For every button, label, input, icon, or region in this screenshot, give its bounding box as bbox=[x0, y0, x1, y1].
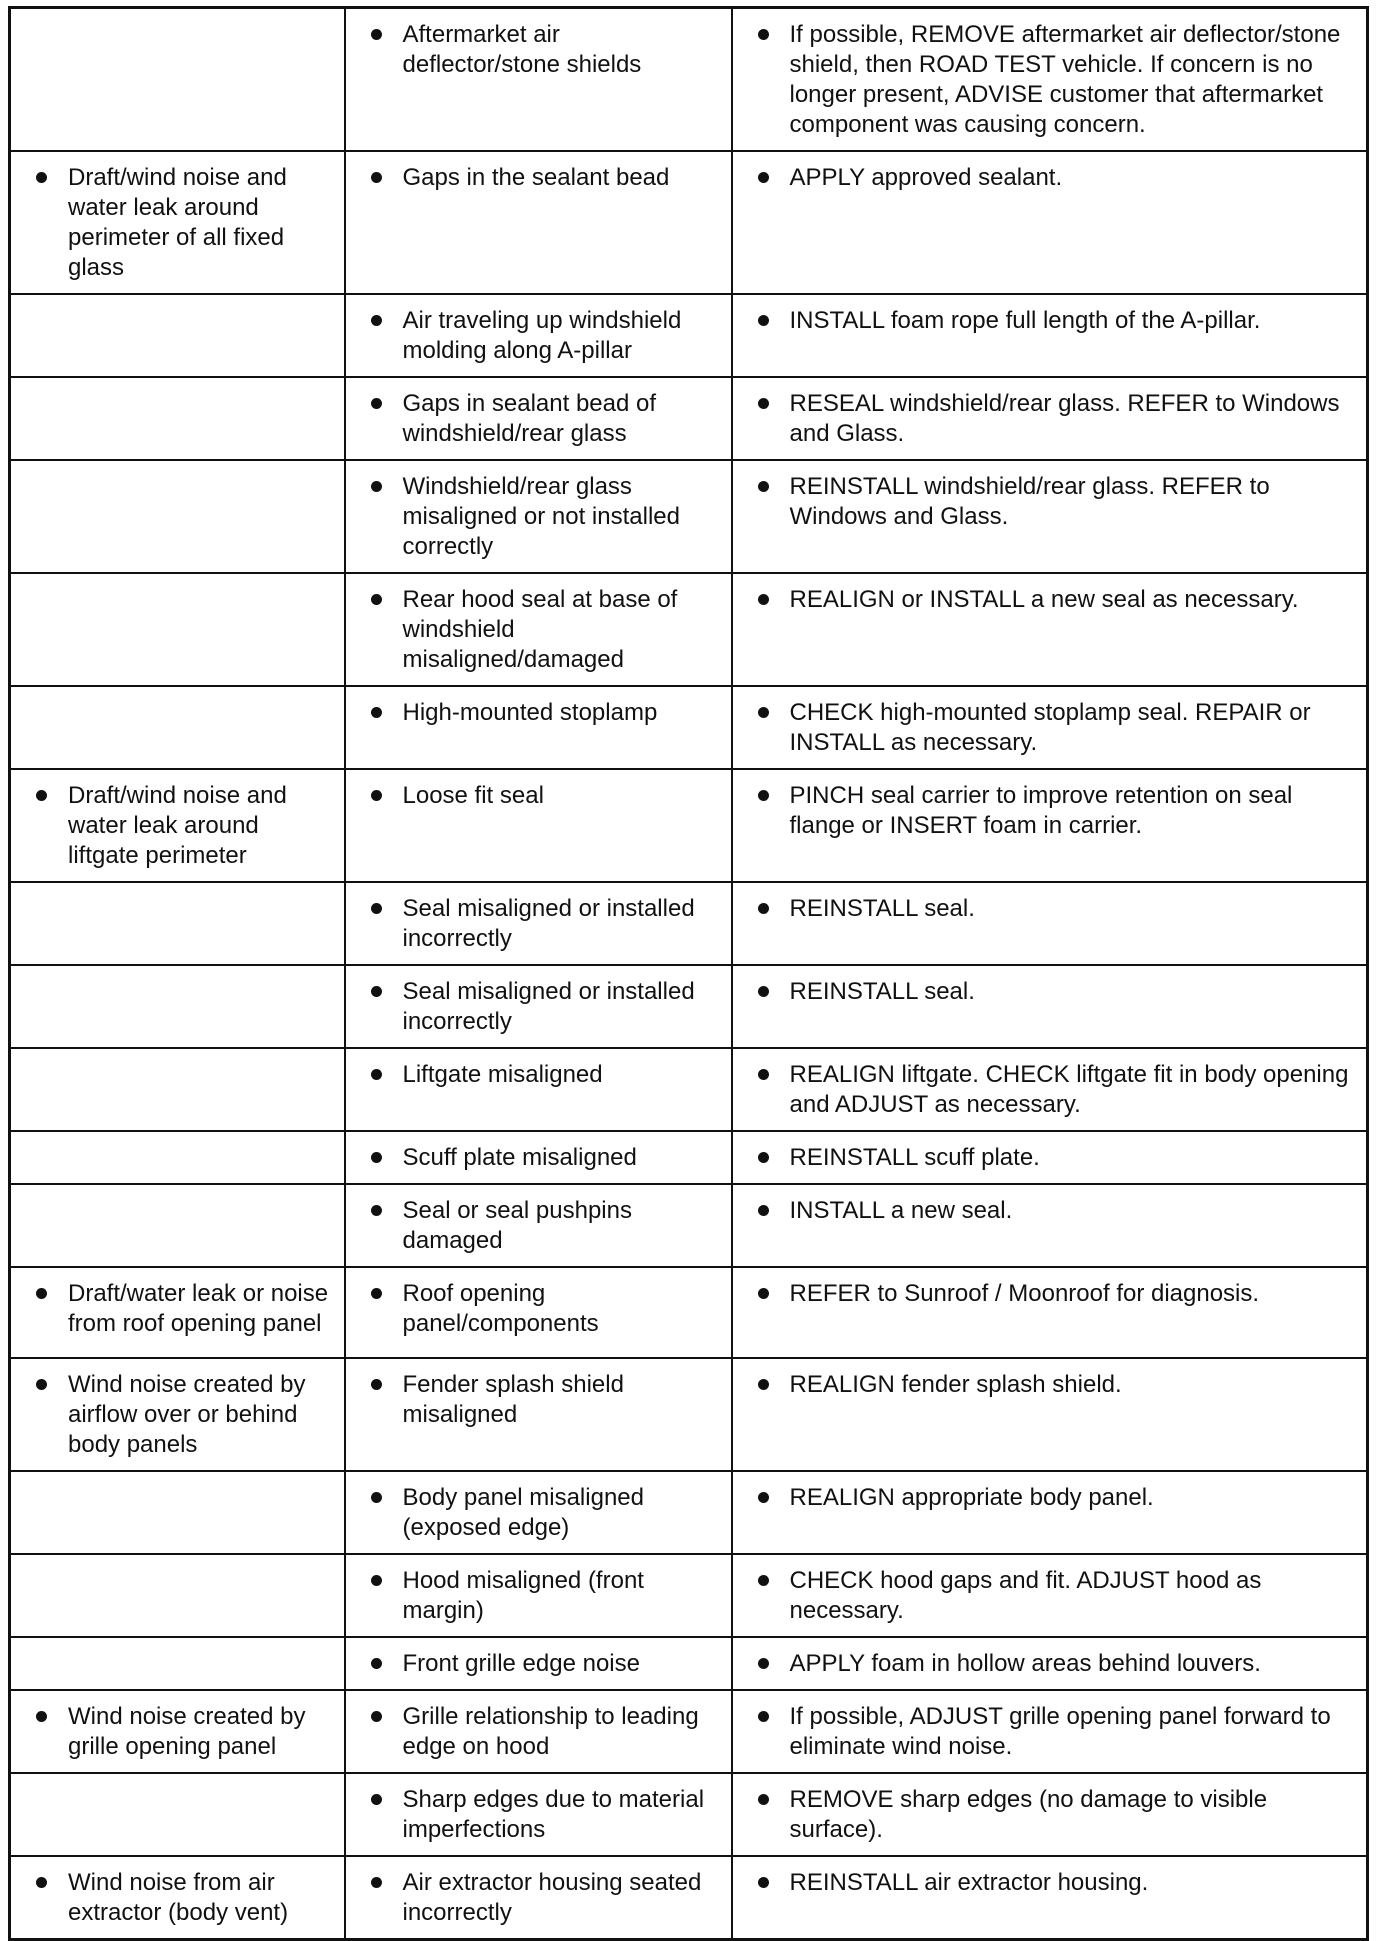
action-cell bbox=[732, 965, 1368, 1048]
bullet-icon bbox=[758, 1205, 769, 1216]
bullet-item bbox=[758, 1143, 1357, 1173]
bullet-icon bbox=[371, 172, 382, 183]
bullet-icon bbox=[371, 594, 382, 605]
action-text: APPLY foam in hollow areas behind louvers. bbox=[789, 1650, 1261, 1677]
bullet-item bbox=[371, 977, 721, 1037]
condition-cell bbox=[10, 882, 345, 965]
action-text: REINSTALL seal. bbox=[789, 978, 975, 1005]
action-cell bbox=[732, 769, 1368, 882]
table-row bbox=[10, 294, 1368, 377]
action-cell bbox=[732, 1637, 1368, 1690]
bullet-icon bbox=[371, 1492, 382, 1503]
bullet-item bbox=[758, 1370, 1357, 1400]
source-cell bbox=[345, 294, 732, 377]
diagnostic-table bbox=[8, 6, 1369, 1941]
table-row bbox=[10, 965, 1368, 1048]
condition-text: Wind noise created by grille opening panel bbox=[68, 1703, 306, 1760]
bullet-item bbox=[758, 1483, 1357, 1513]
bullet-icon bbox=[758, 1288, 769, 1299]
action-cell bbox=[732, 1184, 1368, 1267]
bullet-item bbox=[371, 894, 721, 954]
bullet-icon bbox=[758, 1152, 769, 1163]
source-text: Seal misaligned or installed incorrectly bbox=[402, 978, 695, 1035]
table-row bbox=[10, 1773, 1368, 1856]
table-row bbox=[10, 1471, 1368, 1554]
bullet-icon bbox=[371, 1711, 382, 1722]
bullet-icon bbox=[371, 986, 382, 997]
bullet-icon bbox=[36, 172, 47, 183]
action-cell bbox=[732, 151, 1368, 294]
table-row bbox=[10, 460, 1368, 573]
source-text: Roof opening panel/components bbox=[402, 1280, 599, 1337]
source-cell bbox=[345, 686, 732, 769]
bullet-icon bbox=[36, 1877, 47, 1888]
action-text: REINSTALL scuff plate. bbox=[789, 1144, 1040, 1171]
source-cell bbox=[345, 882, 732, 965]
condition-cell bbox=[10, 1184, 345, 1267]
bullet-icon bbox=[758, 172, 769, 183]
bullet-icon bbox=[371, 790, 382, 801]
bullet-item bbox=[36, 1868, 334, 1928]
action-cell bbox=[732, 294, 1368, 377]
condition-text: Draft/wind noise and water leak around perimeter of all fixed glass bbox=[68, 164, 287, 281]
table-row bbox=[10, 1358, 1368, 1471]
source-cell bbox=[345, 1637, 732, 1690]
condition-cell bbox=[10, 1131, 345, 1184]
bullet-icon bbox=[36, 1288, 47, 1299]
bullet-item bbox=[758, 1060, 1357, 1120]
source-cell bbox=[345, 460, 732, 573]
bullet-icon bbox=[371, 1658, 382, 1669]
bullet-item bbox=[371, 1196, 721, 1256]
bullet-item bbox=[758, 306, 1357, 336]
bullet-item bbox=[371, 472, 721, 562]
bullet-item bbox=[758, 977, 1357, 1007]
source-cell bbox=[345, 1773, 732, 1856]
source-text: Seal misaligned or installed incorrectly bbox=[402, 895, 695, 952]
bullet-item bbox=[36, 163, 334, 283]
bullet-icon bbox=[758, 1069, 769, 1080]
diagnostic-table-body bbox=[10, 8, 1368, 1940]
bullet-item bbox=[758, 1566, 1357, 1626]
bullet-item bbox=[758, 894, 1357, 924]
source-cell bbox=[345, 1554, 732, 1637]
source-text: Air traveling up windshield molding along A-pillar bbox=[402, 307, 682, 364]
source-text: Gaps in the sealant bead bbox=[402, 164, 670, 191]
action-text: INSTALL foam rope full length of the A-pillar. bbox=[789, 307, 1261, 334]
source-text: Aftermarket air deflector/stone shields bbox=[402, 21, 642, 78]
condition-text: Wind noise from air extractor (body vent) bbox=[68, 1869, 289, 1926]
bullet-icon bbox=[371, 481, 382, 492]
bullet-icon bbox=[758, 903, 769, 914]
source-text: Scuff plate misaligned bbox=[402, 1144, 637, 1171]
bullet-item bbox=[758, 585, 1357, 615]
condition-text: Wind noise created by airflow over or behind body panels bbox=[68, 1371, 306, 1458]
bullet-icon bbox=[758, 1575, 769, 1586]
bullet-item bbox=[758, 698, 1357, 758]
condition-cell bbox=[10, 294, 345, 377]
action-text: If possible, REMOVE aftermarket air deflector/stone shield, then ROAD TEST vehicle. If concern is no longer present, ADVISE customer that aftermarket component was causing concern. bbox=[789, 21, 1341, 138]
bullet-item bbox=[371, 1279, 721, 1339]
action-cell bbox=[732, 1048, 1368, 1131]
action-cell bbox=[732, 460, 1368, 573]
action-cell bbox=[732, 882, 1368, 965]
action-cell bbox=[732, 1471, 1368, 1554]
table-row bbox=[10, 882, 1368, 965]
table-row bbox=[10, 1184, 1368, 1267]
bullet-icon bbox=[758, 1379, 769, 1390]
condition-cell bbox=[10, 8, 345, 152]
action-cell bbox=[732, 1856, 1368, 1940]
source-cell bbox=[345, 1131, 732, 1184]
bullet-item bbox=[758, 1279, 1357, 1309]
bullet-item bbox=[371, 389, 721, 449]
source-cell bbox=[345, 573, 732, 686]
bullet-icon bbox=[371, 1877, 382, 1888]
condition-cell bbox=[10, 1637, 345, 1690]
action-text: REFER to Sunroof / Moonroof for diagnosis. bbox=[789, 1280, 1260, 1307]
action-cell bbox=[732, 1267, 1368, 1358]
source-text: Gaps in sealant bead of windshield/rear glass bbox=[402, 390, 657, 447]
table-row bbox=[10, 686, 1368, 769]
condition-cell bbox=[10, 1773, 345, 1856]
source-text: Fender splash shield misaligned bbox=[402, 1371, 624, 1428]
table-row bbox=[10, 769, 1368, 882]
bullet-item bbox=[371, 1060, 721, 1090]
bullet-item bbox=[371, 1483, 721, 1543]
bullet-icon bbox=[371, 1288, 382, 1299]
condition-cell bbox=[10, 377, 345, 460]
bullet-item bbox=[371, 163, 721, 193]
condition-cell bbox=[10, 1267, 345, 1358]
bullet-icon bbox=[758, 707, 769, 718]
bullet-icon bbox=[758, 29, 769, 40]
condition-cell bbox=[10, 1690, 345, 1773]
bullet-item bbox=[371, 1785, 721, 1845]
bullet-item bbox=[371, 306, 721, 366]
source-text: Sharp edges due to material imperfections bbox=[402, 1786, 705, 1843]
bullet-item bbox=[36, 1702, 334, 1762]
bullet-item bbox=[371, 1702, 721, 1762]
source-cell bbox=[345, 8, 732, 152]
source-cell bbox=[345, 151, 732, 294]
action-cell bbox=[732, 1690, 1368, 1773]
source-cell bbox=[345, 1184, 732, 1267]
action-text: REINSTALL windshield/rear glass. REFER to Windows and Glass. bbox=[789, 473, 1270, 530]
bullet-item bbox=[758, 20, 1357, 140]
source-cell bbox=[345, 1267, 732, 1358]
bullet-item bbox=[371, 1143, 721, 1173]
bullet-icon bbox=[36, 1711, 47, 1722]
condition-cell bbox=[10, 151, 345, 294]
source-text: Hood misaligned (front margin) bbox=[402, 1567, 644, 1624]
condition-cell bbox=[10, 1358, 345, 1471]
bullet-icon bbox=[371, 903, 382, 914]
bullet-icon bbox=[758, 1794, 769, 1805]
bullet-item bbox=[371, 698, 721, 728]
bullet-item bbox=[758, 1649, 1357, 1679]
table-row bbox=[10, 1131, 1368, 1184]
bullet-icon bbox=[371, 398, 382, 409]
source-cell bbox=[345, 1690, 732, 1773]
condition-cell bbox=[10, 769, 345, 882]
bullet-item bbox=[371, 585, 721, 675]
source-text: Body panel misaligned (exposed edge) bbox=[402, 1484, 644, 1541]
bullet-icon bbox=[371, 1069, 382, 1080]
bullet-icon bbox=[371, 707, 382, 718]
bullet-item bbox=[371, 1370, 721, 1430]
bullet-icon bbox=[758, 790, 769, 801]
source-cell bbox=[345, 1471, 732, 1554]
action-cell bbox=[732, 573, 1368, 686]
source-cell bbox=[345, 377, 732, 460]
source-cell bbox=[345, 965, 732, 1048]
bullet-item bbox=[758, 1196, 1357, 1226]
bullet-icon bbox=[758, 594, 769, 605]
condition-cell bbox=[10, 1554, 345, 1637]
bullet-icon bbox=[371, 29, 382, 40]
table-row bbox=[10, 1267, 1368, 1358]
source-text: Air extractor housing seated incorrectly bbox=[402, 1869, 702, 1926]
source-cell bbox=[345, 1358, 732, 1471]
action-text: CHECK hood gaps and fit. ADJUST hood as necessary. bbox=[789, 1567, 1262, 1624]
action-cell bbox=[732, 8, 1368, 152]
bullet-icon bbox=[758, 986, 769, 997]
bullet-item bbox=[758, 1785, 1357, 1845]
condition-text: Draft/wind noise and water leak around liftgate perimeter bbox=[68, 782, 287, 869]
bullet-item bbox=[36, 781, 334, 871]
source-text: Seal or seal pushpins damaged bbox=[402, 1197, 632, 1254]
condition-cell bbox=[10, 1048, 345, 1131]
bullet-item bbox=[758, 1702, 1357, 1762]
bullet-icon bbox=[371, 1379, 382, 1390]
condition-text: Draft/water leak or noise from roof opening panel bbox=[68, 1280, 329, 1337]
bullet-icon bbox=[36, 790, 47, 801]
bullet-icon bbox=[758, 1658, 769, 1669]
action-text: RESEAL windshield/rear glass. REFER to Windows and Glass. bbox=[789, 390, 1340, 447]
bullet-icon bbox=[371, 1152, 382, 1163]
bullet-item bbox=[371, 781, 721, 811]
action-text: REALIGN liftgate. CHECK liftgate fit in body opening and ADJUST as necessary. bbox=[789, 1061, 1349, 1118]
source-cell bbox=[345, 1856, 732, 1940]
table-row bbox=[10, 1637, 1368, 1690]
action-text: If possible, ADJUST grille opening panel forward to eliminate wind noise. bbox=[789, 1703, 1331, 1760]
action-text: REMOVE sharp edges (no damage to visible surface). bbox=[789, 1786, 1268, 1843]
bullet-icon bbox=[758, 1492, 769, 1503]
bullet-item bbox=[371, 1868, 721, 1928]
bullet-item bbox=[36, 1370, 334, 1460]
bullet-item bbox=[371, 1649, 721, 1679]
bullet-item bbox=[371, 1566, 721, 1626]
condition-cell bbox=[10, 965, 345, 1048]
bullet-icon bbox=[371, 1575, 382, 1586]
bullet-icon bbox=[371, 315, 382, 326]
table-row bbox=[10, 8, 1368, 152]
source-text: Rear hood seal at base of windshield misaligned/damaged bbox=[402, 586, 678, 673]
condition-cell bbox=[10, 1856, 345, 1940]
bullet-item bbox=[758, 781, 1357, 841]
action-text: REINSTALL air extractor housing. bbox=[789, 1869, 1149, 1896]
bullet-icon bbox=[758, 398, 769, 409]
action-text: CHECK high-mounted stoplamp seal. REPAIR or INSTALL as necessary. bbox=[789, 699, 1311, 756]
action-text: INSTALL a new seal. bbox=[789, 1197, 1013, 1224]
action-cell bbox=[732, 686, 1368, 769]
bullet-item bbox=[758, 389, 1357, 449]
table-row bbox=[10, 1048, 1368, 1131]
bullet-icon bbox=[758, 1711, 769, 1722]
bullet-icon bbox=[371, 1794, 382, 1805]
action-text: REALIGN appropriate body panel. bbox=[789, 1484, 1154, 1511]
bullet-icon bbox=[758, 315, 769, 326]
table-row bbox=[10, 377, 1368, 460]
source-text: Grille relationship to leading edge on hood bbox=[402, 1703, 699, 1760]
condition-cell bbox=[10, 573, 345, 686]
source-text: High-mounted stoplamp bbox=[402, 699, 658, 726]
bullet-item bbox=[36, 1279, 334, 1339]
table-row bbox=[10, 151, 1368, 294]
source-cell bbox=[345, 1048, 732, 1131]
bullet-item bbox=[758, 1868, 1357, 1898]
table-row bbox=[10, 1554, 1368, 1637]
action-text: REALIGN or INSTALL a new seal as necessary. bbox=[789, 586, 1299, 613]
action-cell bbox=[732, 377, 1368, 460]
table-row bbox=[10, 1856, 1368, 1940]
action-text: REALIGN fender splash shield. bbox=[789, 1371, 1122, 1398]
bullet-item bbox=[371, 20, 721, 80]
action-text: PINCH seal carrier to improve retention on seal flange or INSERT foam in carrier. bbox=[789, 782, 1293, 839]
table-row bbox=[10, 1690, 1368, 1773]
action-cell bbox=[732, 1131, 1368, 1184]
source-text: Front grille edge noise bbox=[402, 1650, 640, 1677]
bullet-item bbox=[758, 472, 1357, 532]
bullet-item bbox=[758, 163, 1357, 193]
action-cell bbox=[732, 1773, 1368, 1856]
condition-cell bbox=[10, 686, 345, 769]
action-text: REINSTALL seal. bbox=[789, 895, 975, 922]
condition-cell bbox=[10, 460, 345, 573]
bullet-icon bbox=[371, 1205, 382, 1216]
source-text: Liftgate misaligned bbox=[402, 1061, 603, 1088]
bullet-icon bbox=[758, 1877, 769, 1888]
bullet-icon bbox=[758, 481, 769, 492]
source-cell bbox=[345, 769, 732, 882]
table-row bbox=[10, 573, 1368, 686]
source-text: Windshield/rear glass misaligned or not installed correctly bbox=[402, 473, 680, 560]
action-cell bbox=[732, 1358, 1368, 1471]
source-text: Loose fit seal bbox=[402, 782, 544, 809]
action-text: APPLY approved sealant. bbox=[789, 164, 1063, 191]
action-cell bbox=[732, 1554, 1368, 1637]
condition-cell bbox=[10, 1471, 345, 1554]
bullet-icon bbox=[36, 1379, 47, 1390]
